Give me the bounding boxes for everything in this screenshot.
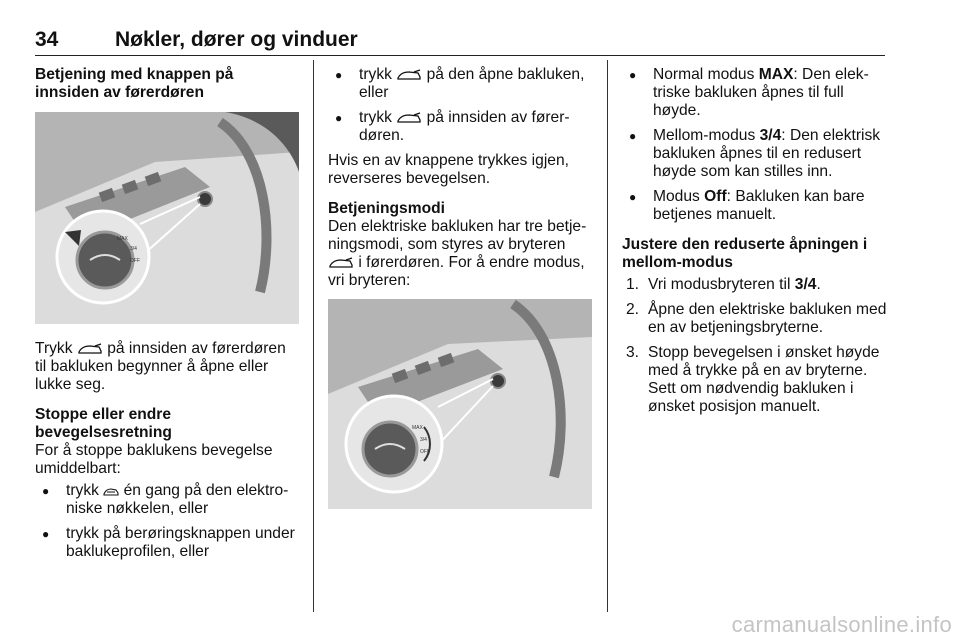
section-heading-adjust: Justere den reduserte åpningen i mellom-modus [622,236,868,271]
paragraph-stop: For å stoppe baklukens bevegelse umiddelbart: [35,442,273,477]
list-item: ● Normal modus MAX: Den elek-triske bakluken åpnes til full høyde. [622,66,888,120]
liftgate-icon [328,257,354,269]
section-heading-stop: Stoppe eller endre bevegelsesretning [35,406,172,441]
column-3 [622,66,888,423]
list-item: ● Mellom-modus 3/4: Den elektrisk bakluken åpnes til en redusert høyde som kan stilles inn. [622,127,888,181]
press-list [328,66,594,145]
liftgate-icon [396,112,422,124]
list-item: ● Modus Off: Bakluken kan bare betjenes manuelt. [622,188,888,224]
header-divider [35,55,885,56]
switch-label-max: MAX [117,236,128,242]
liftgate-icon [396,69,422,81]
list-item: ● trykk på berøringsknappen under baklukeprofilen, eller [35,525,299,561]
stop-list [35,482,299,561]
page-number: 34 [35,28,59,51]
paragraph-reverse: Hvis en av knappene trykkes igjen, reverseres bevegelsen. [328,152,569,187]
switch-label-off: OFF [130,258,140,264]
column-1 [35,66,299,568]
switch-label-34: 3/4 [420,437,427,443]
list-item: ● trykk én gang på den elektro-niske nøkkelen, eller [35,482,299,518]
section-heading-door-button: Betjening med knappen på innsiden av førerdøren [35,66,234,101]
modes-list [622,66,888,224]
list-item: ● trykk på innsiden av fører-døren. [328,109,594,145]
column-divider-2 [607,60,608,612]
mode-switch-photo [328,299,592,509]
chapter-title: Nøkler, dører og vinduer [115,28,358,51]
switch-label-34: 3/4 [130,246,137,252]
paragraph-press-button: Trykk på innsiden av førerdøren til bakluken begynner å åpne eller lukke seg. [35,340,286,393]
liftgate-icon [77,343,103,355]
section-heading-modes: Betjeningsmodi [328,200,445,217]
key-fob-liftgate-icon [103,485,119,497]
switch-label-off: OFF [420,449,430,455]
watermark-logo: carmanualsonline.info [731,612,952,637]
switch-label-max: MAX [412,425,423,431]
column-2 [328,66,594,509]
list-item: 1. Vri modusbryteren til 3/4. [626,276,821,293]
list-item: 2. Åpne den elektriske bakluken med en av betjeningsbryterne. [626,301,887,336]
column-divider-1 [313,60,314,612]
steps-list [622,276,888,416]
page-header [35,28,885,54]
paragraph-modes: Den elektriske bakluken har tre betje-ningsmodi, som styres av bryteren i førerdøren. For å endre modus, vri bryteren: [328,218,587,289]
list-item: 3. Stopp bevegelsen i ønsket høyde med å trykke på en av bryterne. Sett om nødvendig bakluken i ønsket posisjon manuelt. [626,344,880,415]
list-item: ● trykk på den åpne bakluken, eller [328,66,594,102]
door-switch-photo [35,112,299,324]
